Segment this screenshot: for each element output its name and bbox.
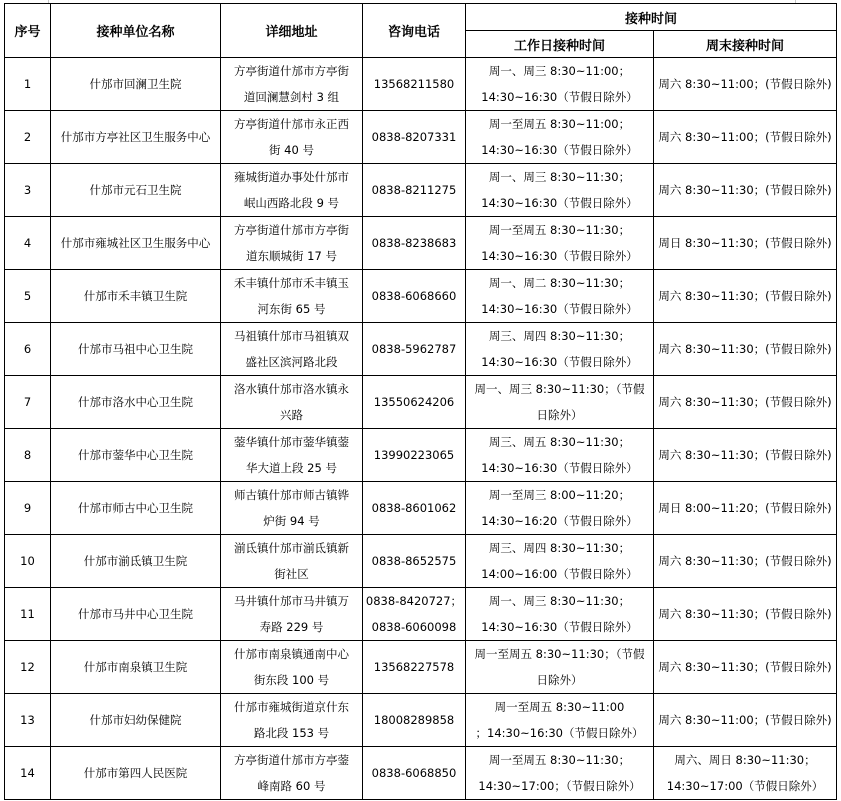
address-line: 什邡市雍城街道京什东: [234, 700, 349, 714]
weekday-schedule-line: 14:30~16:30（节假日除外）: [481, 302, 638, 316]
phone: [363, 747, 466, 800]
phone: [363, 270, 466, 323]
table-row: [5, 217, 837, 270]
weekday-schedule-line: 周三、周四 8:30~11:30；: [488, 329, 631, 343]
weekday-schedule-line: 周一至周三 8:00~11:20；: [488, 488, 631, 502]
weekday-schedule: [466, 747, 654, 800]
phone-line: 18008289858: [373, 713, 455, 727]
weekend-schedule-line: 周六 8:30~11:30；(节假日除外): [658, 607, 832, 621]
address-line: 盛社区滨河路北段: [245, 355, 338, 369]
table-body: [5, 58, 837, 800]
address-line: 道东顺城街 17 号: [246, 249, 337, 263]
weekday-schedule: [466, 535, 654, 588]
weekday-schedule-line: 周一、周三 8:30~11:30；（节假: [474, 382, 645, 396]
weekend-schedule-line: 周日 8:00~11:20；(节假日除外): [658, 501, 832, 515]
phone: [363, 164, 466, 217]
table-row: [5, 323, 837, 376]
address: [221, 535, 363, 588]
weekday-schedule-line: 14:00~16:00（节假日除外）: [481, 567, 638, 581]
table-row: [5, 588, 837, 641]
address: [221, 747, 363, 800]
row-index: 7: [5, 376, 51, 429]
phone: [363, 323, 466, 376]
row-index: 12: [5, 641, 51, 694]
address-line: 雍城街道办事处什邡市: [234, 170, 349, 184]
phone-line: 0838-8207331: [371, 130, 457, 144]
weekday-schedule-line: 14:30~16:30（节假日除外）: [481, 355, 638, 369]
weekday-schedule-line: 周一至周五 8:30~11:30；: [488, 753, 631, 767]
address: [221, 323, 363, 376]
weekday-schedule-line: 14:30~16:30（节假日除外）: [481, 461, 638, 475]
table-row: [5, 376, 837, 429]
table-row: [5, 58, 837, 111]
address-line: 峰南路 60 号: [257, 779, 326, 793]
weekday-schedule: [466, 641, 654, 694]
weekday-schedule: [466, 694, 654, 747]
address-line: 街 40 号: [269, 143, 314, 157]
address-line: 马祖镇什邡市马祖镇双: [234, 329, 349, 343]
row-index: 4: [5, 217, 51, 270]
weekday-schedule: [466, 588, 654, 641]
address-line: 湔氐镇什邡市湔氐镇新: [234, 541, 349, 555]
phone: [363, 429, 466, 482]
unit-name: 什邡市南泉镇卫生院: [51, 641, 221, 694]
address-line: 炉街 94 号: [263, 514, 320, 528]
weekday-schedule-line: 周三、周四 8:30~11:30；: [488, 541, 631, 555]
weekend-schedule-line: 周六 8:30~11:30；(节假日除外): [658, 183, 832, 197]
unit-name: 什邡市雍城社区卫生服务中心: [51, 217, 221, 270]
phone: [363, 535, 466, 588]
phone-line: 13568211580: [373, 77, 455, 91]
unit-name: 什邡市妇幼保健院: [51, 694, 221, 747]
weekend-schedule: [654, 376, 837, 429]
address: [221, 429, 363, 482]
weekend-schedule: [654, 429, 837, 482]
address-line: 寿路 229 号: [259, 620, 324, 634]
weekday-schedule: [466, 58, 654, 111]
weekday-schedule: [466, 323, 654, 376]
address-line: 师古镇什邡市师古镇铧: [234, 488, 349, 502]
phone: [363, 217, 466, 270]
address-line: 方亭街道什邡市永正西: [234, 117, 349, 131]
weekday-schedule-line: 周一、周三 8:30~11:00；: [488, 64, 631, 78]
address-line: 兴路: [280, 408, 303, 422]
weekday-schedule: [466, 270, 654, 323]
phone: [363, 376, 466, 429]
address-line: 洛水镇什邡市洛水镇永: [234, 382, 349, 396]
weekday-schedule-line: 周一至周五 8:30~11:30；（节假: [474, 647, 645, 661]
table-row: [5, 164, 837, 217]
address-line: 街东段 100 号: [253, 673, 330, 687]
table-row: [5, 747, 837, 800]
unit-name: 什邡市方亭社区卫生服务中心: [51, 111, 221, 164]
weekend-schedule-line: 周六 8:30~11:30；(节假日除外): [658, 395, 832, 409]
weekday-schedule: [466, 111, 654, 164]
unit-name: 什邡市元石卫生院: [51, 164, 221, 217]
header-weekday: 工作日接种时间: [466, 31, 654, 58]
weekday-schedule-line: 14:30~16:20（节假日除外）: [481, 514, 638, 528]
address-line: 方亭街道什邡市方亭街: [234, 223, 349, 237]
weekend-schedule-line: 周六 8:30~11:00；(节假日除外): [658, 130, 832, 144]
row-index: 14: [5, 747, 51, 800]
phone: [363, 588, 466, 641]
row-index: 6: [5, 323, 51, 376]
weekday-schedule-line: 日除外）: [536, 673, 583, 687]
unit-name: 什邡市马祖中心卫生院: [51, 323, 221, 376]
phone-line: 0838-6068660: [371, 289, 457, 303]
weekend-schedule: [654, 482, 837, 535]
row-index: 9: [5, 482, 51, 535]
unit-name: 什邡市湔氐镇卫生院: [51, 535, 221, 588]
weekend-schedule-line: 周六 8:30~11:30；(节假日除外): [658, 448, 832, 462]
address-line: 岷山西路北段 9 号: [243, 196, 340, 210]
weekend-schedule: [654, 747, 837, 800]
weekday-schedule: [466, 164, 654, 217]
phone: [363, 482, 466, 535]
weekend-schedule: [654, 535, 837, 588]
row-index: 10: [5, 535, 51, 588]
weekday-schedule-line: 周一至周五 8:30~11:30；: [488, 223, 631, 237]
weekday-schedule-line: 14:30~16:30（节假日除外）: [481, 249, 638, 263]
unit-name: 什邡市禾丰镇卫生院: [51, 270, 221, 323]
header-unit-name: 接种单位名称: [51, 4, 221, 58]
weekend-schedule: [654, 641, 837, 694]
weekday-schedule-line: ；14:30~16:30（节假日除外）: [475, 726, 644, 740]
row-index: 2: [5, 111, 51, 164]
weekend-schedule-line: 周六、周日 8:30~11:30；: [674, 753, 816, 767]
weekday-schedule-line: 日除外）: [536, 408, 583, 422]
row-index: 5: [5, 270, 51, 323]
table-row: [5, 535, 837, 588]
address-line: 路北段 153 号: [253, 726, 330, 740]
address-line: 方亭街道什邡市方亭蓥: [234, 753, 349, 767]
address-line: 道回澜慧剑村 3 组: [243, 90, 340, 104]
table-row: [5, 694, 837, 747]
row-index: 3: [5, 164, 51, 217]
address-line: 马井镇什邡市马井镇万: [234, 594, 349, 608]
phone-line: 0838-6068850: [371, 766, 457, 780]
address: [221, 58, 363, 111]
weekday-schedule: [466, 482, 654, 535]
address-line: 方亭街道什邡市方亭街: [234, 64, 349, 78]
phone-line: 0838-8211275: [371, 183, 457, 197]
header-row-top: [5, 4, 837, 31]
phone-line: 13990223065: [373, 448, 455, 462]
weekday-schedule-line: 14:30~16:30（节假日除外）: [481, 143, 638, 157]
table-row: [5, 111, 837, 164]
address-line: 什邡市南泉镇通南中心: [234, 647, 349, 661]
unit-name: 什邡市回澜卫生院: [51, 58, 221, 111]
header-schedule-group: 接种时间: [466, 4, 837, 31]
phone-line: 0838-8601062: [371, 501, 457, 515]
address-line: 华大道上段 25 号: [246, 461, 337, 475]
phone-line: 0838-8652575: [371, 554, 457, 568]
unit-name: 什邡市蓥华中心卫生院: [51, 429, 221, 482]
weekday-schedule-line: 周一至周五 8:30~11:00；: [488, 117, 631, 131]
phone-line: 13550624206: [373, 395, 455, 409]
address-line: 河东街 65 号: [257, 302, 326, 316]
address: [221, 376, 363, 429]
weekday-schedule: [466, 217, 654, 270]
weekday-schedule-line: 周一、周三 8:30~11:30；: [488, 594, 631, 608]
row-index: 8: [5, 429, 51, 482]
address: [221, 111, 363, 164]
unit-name: 什邡市马井中心卫生院: [51, 588, 221, 641]
address: [221, 641, 363, 694]
phone: [363, 641, 466, 694]
phone-line: 0838-5962787: [371, 342, 457, 356]
unit-name: 什邡市第四人民医院: [51, 747, 221, 800]
header-phone: 咨询电话: [363, 4, 466, 58]
weekend-schedule: [654, 694, 837, 747]
address-line: 街社区: [274, 567, 309, 581]
address: [221, 588, 363, 641]
weekend-schedule-line: 周日 8:30~11:30；(节假日除外): [658, 236, 832, 250]
address-line: 禾丰镇什邡市禾丰镇玉: [234, 276, 349, 290]
weekend-schedule: [654, 323, 837, 376]
address: [221, 270, 363, 323]
header-address: 详细地址: [221, 4, 363, 58]
address: [221, 164, 363, 217]
header-index: 序号: [5, 4, 51, 58]
weekend-schedule: [654, 270, 837, 323]
weekday-schedule-line: 14:30~16:30（节假日除外）: [481, 196, 638, 210]
address-line: 蓥华镇什邡市蓥华镇蓥: [234, 435, 349, 449]
weekday-schedule-line: 周一、周二 8:30~11:30；: [488, 276, 631, 290]
header-weekend: 周末接种时间: [654, 31, 837, 58]
phone-line: 0838-6060098: [371, 620, 457, 634]
weekday-schedule-line: 14:30~16:30（节假日除外）: [481, 90, 638, 104]
weekend-schedule: [654, 58, 837, 111]
weekday-schedule-line: 周三、周五 8:30~11:30；: [488, 435, 631, 449]
weekend-schedule-line: 14:30~17:00（节假日除外）: [666, 779, 824, 793]
weekend-schedule: [654, 111, 837, 164]
vaccination-schedule-table: [4, 3, 837, 800]
weekend-schedule-line: 周六 8:30~11:30；(节假日除外): [658, 289, 832, 303]
weekend-schedule: [654, 164, 837, 217]
table-row: [5, 641, 837, 694]
weekend-schedule-line: 周六 8:30~11:30；(节假日除外): [658, 342, 832, 356]
unit-name: 什邡市师古中心卫生院: [51, 482, 221, 535]
table-row: [5, 482, 837, 535]
row-index: 13: [5, 694, 51, 747]
weekend-schedule-line: 周六 8:30~11:30；(节假日除外): [658, 554, 832, 568]
weekday-schedule: [466, 376, 654, 429]
table-row: [5, 429, 837, 482]
row-index: 11: [5, 588, 51, 641]
weekday-schedule-line: 周一、周三 8:30~11:30；: [488, 170, 631, 184]
weekend-schedule-line: 周六 8:30~11:30；(节假日除外): [658, 660, 832, 674]
unit-name: 什邡市洛水中心卫生院: [51, 376, 221, 429]
weekday-schedule-line: 周一至周五 8:30~11:00: [494, 700, 625, 714]
phone: [363, 58, 466, 111]
phone: [363, 694, 466, 747]
phone-line: 13568227578: [373, 660, 455, 674]
weekend-schedule-line: 周六 8:30~11:00；(节假日除外): [658, 713, 832, 727]
phone-line: 0838-8420727；: [365, 594, 463, 608]
phone-line: 0838-8238683: [371, 236, 457, 250]
address: [221, 482, 363, 535]
weekend-schedule: [654, 588, 837, 641]
row-index: 1: [5, 58, 51, 111]
weekday-schedule-line: 14:30~16:30（节假日除外）: [481, 620, 638, 634]
phone: [363, 111, 466, 164]
table-row: [5, 270, 837, 323]
weekend-schedule-line: 周六 8:30~11:00；(节假日除外): [658, 77, 832, 91]
weekday-schedule: [466, 429, 654, 482]
address: [221, 694, 363, 747]
weekend-schedule: [654, 217, 837, 270]
address: [221, 217, 363, 270]
weekday-schedule-line: 14:30~17:00；（节假日除外）: [478, 779, 641, 793]
